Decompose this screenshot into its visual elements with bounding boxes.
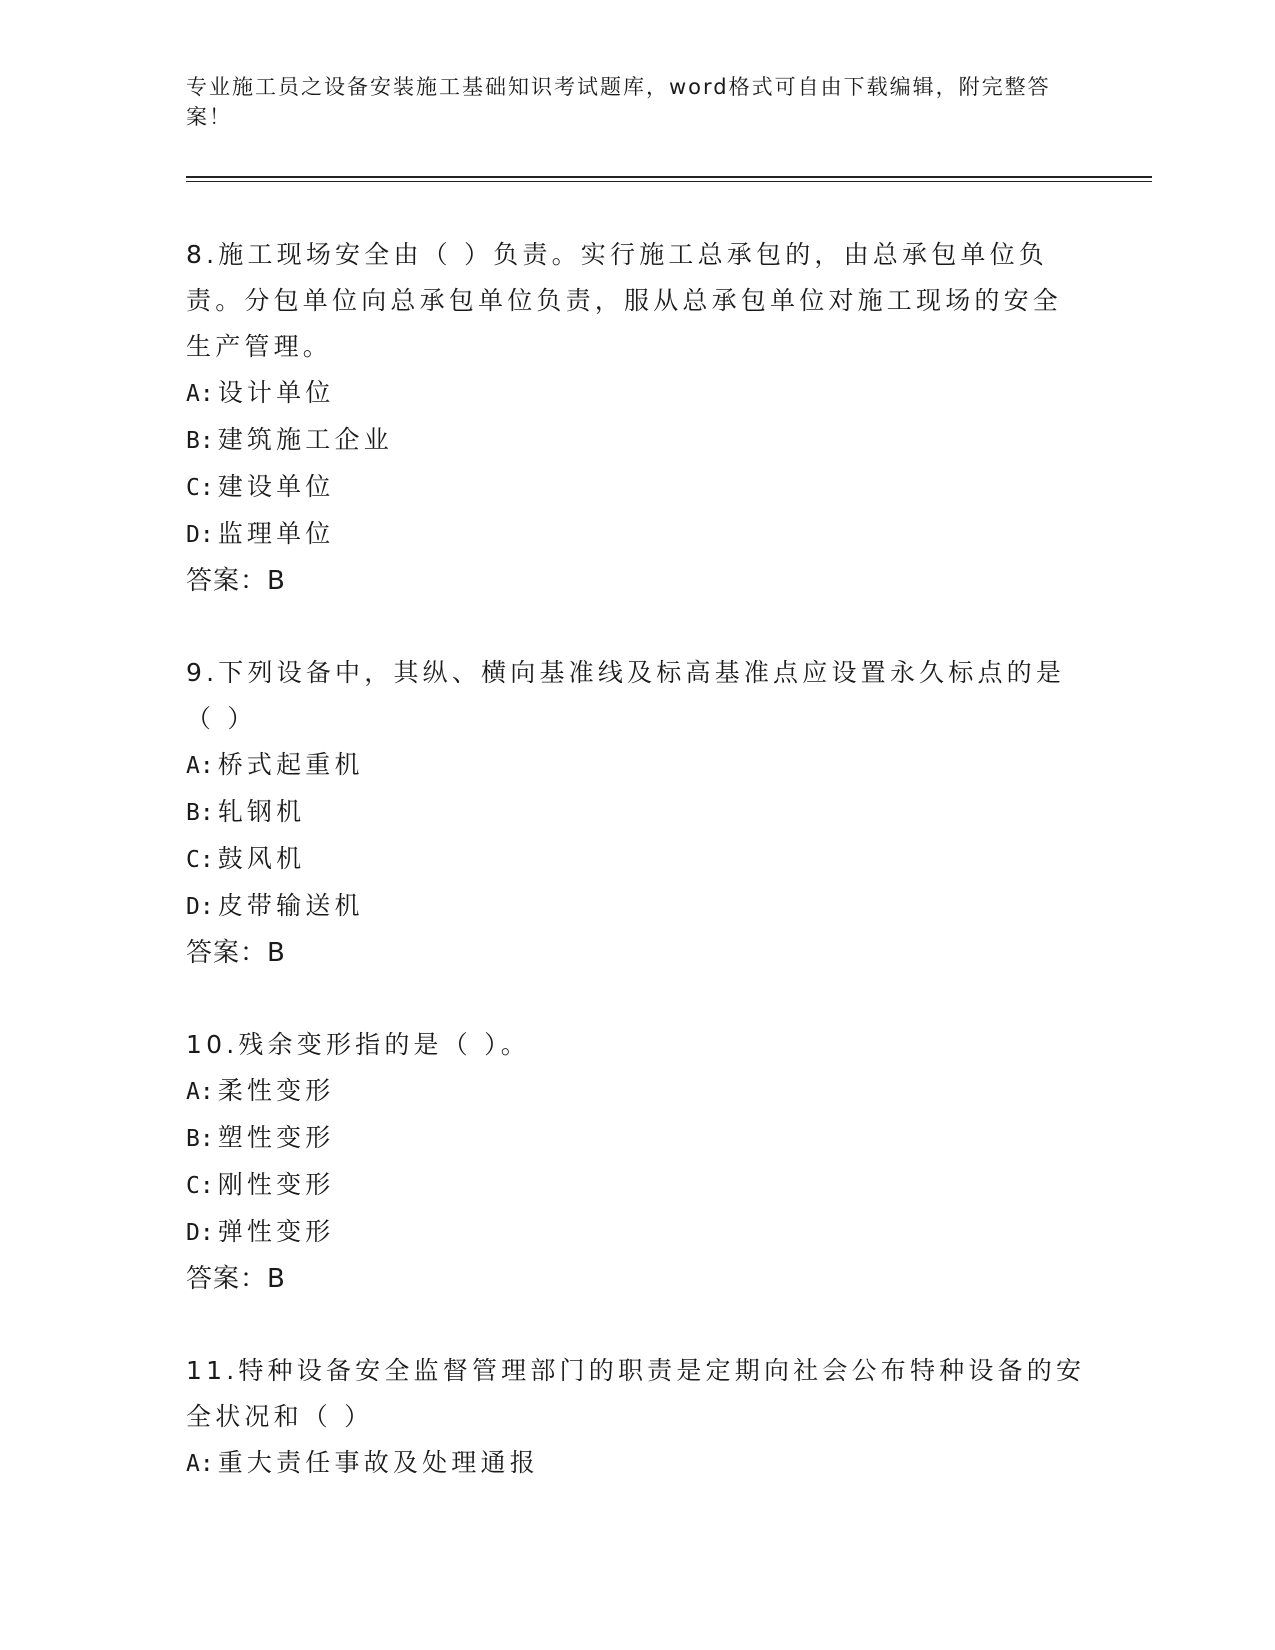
- option-letter: C:: [186, 475, 214, 501]
- option-letter: D:: [186, 1220, 214, 1246]
- option-a: [186, 1440, 1086, 1487]
- option-letter: D:: [186, 522, 214, 548]
- answer-line: 答案：B: [186, 938, 286, 968]
- option-b: [186, 1115, 1086, 1162]
- option-letter: B:: [186, 1126, 214, 1152]
- option-text: 柔性变形: [217, 1076, 335, 1105]
- answer-line: 答案：B: [186, 566, 286, 596]
- question-stem: 11.特种设备安全监督管理部门的职责是定期向社会公布特种设备的安全状况和（ ）: [186, 1356, 1086, 1431]
- document-header: 专业施工员之设备安装施工基础知识考试题库，word格式可自由下载编辑，附完整答案！: [186, 75, 1051, 129]
- question-11: [186, 1348, 1086, 1487]
- option-letter: A:: [186, 1079, 214, 1105]
- option-letter: A:: [186, 1451, 214, 1477]
- option-text: 建筑施工企业: [217, 425, 393, 454]
- option-c: [186, 836, 1086, 883]
- option-letter: B:: [186, 428, 214, 454]
- option-text: 设计单位: [217, 378, 335, 407]
- option-letter: A:: [186, 381, 214, 407]
- header-divider-thick: [186, 176, 1152, 178]
- option-d: [186, 1209, 1086, 1256]
- option-c: [186, 464, 1086, 511]
- question-10: [186, 1022, 1086, 1302]
- option-text: 皮带输送机: [217, 891, 364, 920]
- option-text: 桥式起重机: [217, 750, 364, 779]
- option-a: [186, 370, 1086, 417]
- question-stem: 9.下列设备中，其纵、横向基准线及标高基准点应设置永久标点的是（ ）: [186, 658, 1066, 733]
- option-d: [186, 883, 1086, 930]
- question-9: [186, 650, 1086, 976]
- option-letter: D:: [186, 894, 214, 920]
- option-letter: A:: [186, 753, 214, 779]
- option-a: [186, 1068, 1086, 1115]
- option-text: 轧钢机: [217, 797, 306, 826]
- question-8: [186, 232, 1086, 604]
- option-text: 塑性变形: [217, 1123, 335, 1152]
- option-letter: C:: [186, 847, 214, 873]
- option-text: 监理单位: [217, 519, 335, 548]
- option-letter: B:: [186, 800, 214, 826]
- option-text: 弹性变形: [217, 1217, 335, 1246]
- question-stem: 10.残余变形指的是（ ）。: [186, 1030, 531, 1059]
- option-text: 重大责任事故及处理通报: [217, 1448, 539, 1477]
- question-list: [186, 232, 1086, 1533]
- option-text: 建设单位: [217, 472, 335, 501]
- question-stem: 8.施工现场安全由（ ）负责。实行施工总承包的，由总承包单位负责。分包单位向总承包单位负责，服从总承包单位对施工现场的安全生产管理。: [186, 240, 1063, 361]
- answer-line: 答案：B: [186, 1264, 286, 1294]
- option-c: [186, 1162, 1086, 1209]
- option-text: 刚性变形: [217, 1170, 335, 1199]
- option-text: 鼓风机: [217, 844, 306, 873]
- option-b: [186, 789, 1086, 836]
- option-a: [186, 742, 1086, 789]
- option-letter: C:: [186, 1173, 214, 1199]
- header-divider-thin: [186, 181, 1152, 182]
- option-b: [186, 417, 1086, 464]
- option-d: [186, 511, 1086, 558]
